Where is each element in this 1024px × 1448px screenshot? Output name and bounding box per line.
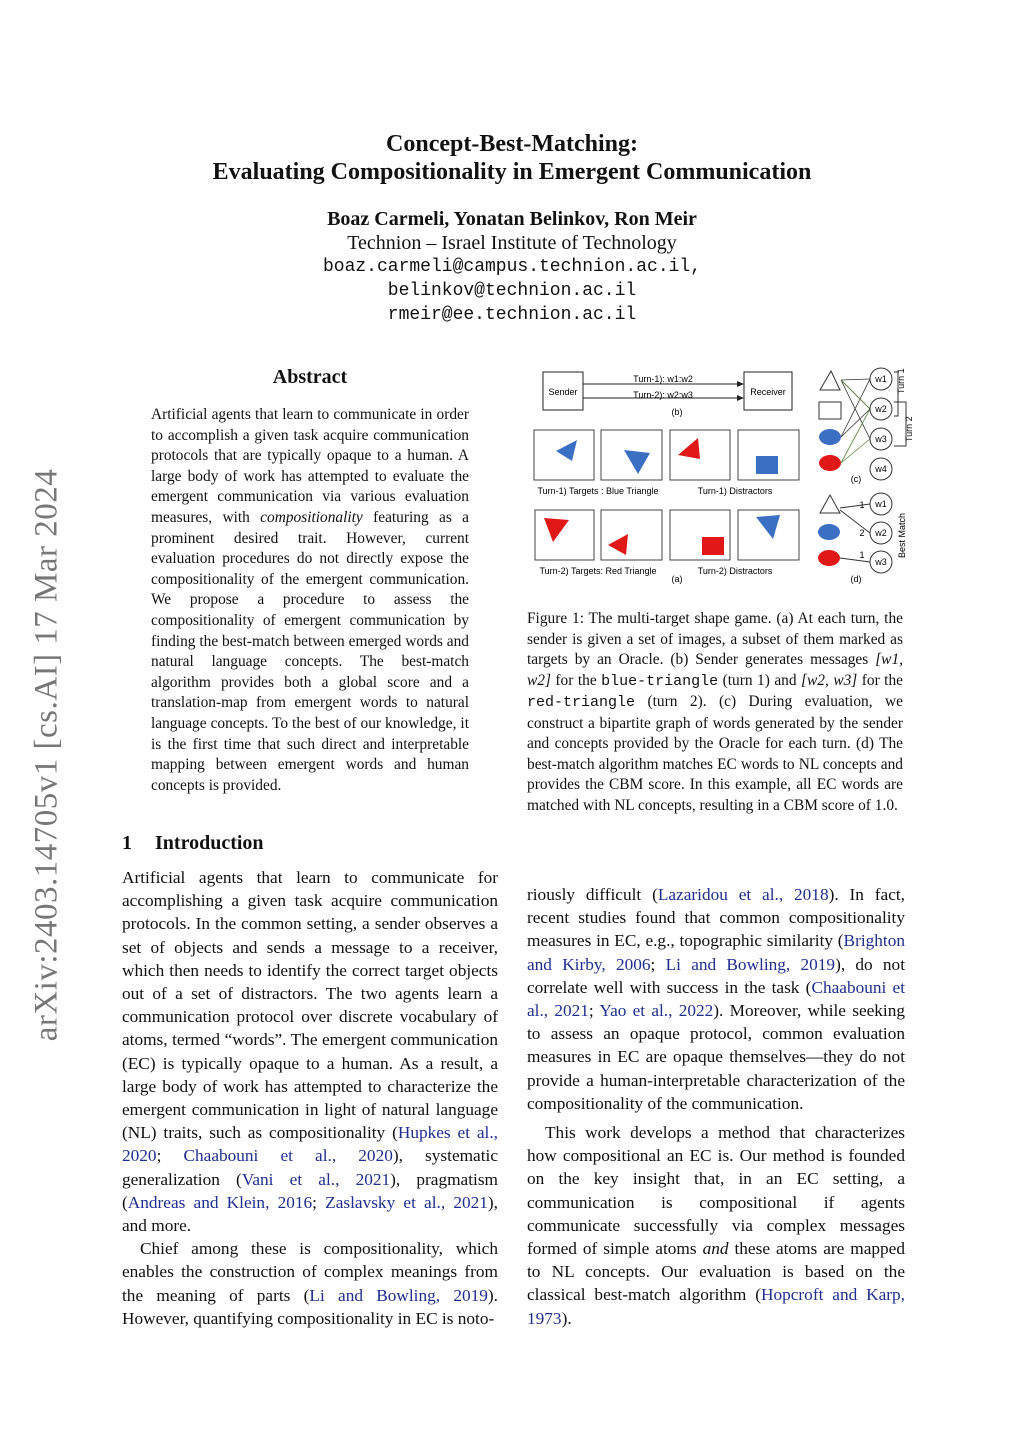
word-label: w2: [875, 528, 887, 538]
citation-link[interactable]: Yao et al., 2022: [599, 1001, 714, 1021]
arxiv-sidebar-stamp: [20, 455, 74, 1055]
turn2-target-image-1: [535, 510, 594, 560]
section-heading-introduction: [122, 832, 264, 855]
concept-triangle-icon: [820, 371, 840, 390]
text: ), and more.: [122, 1192, 498, 1236]
red-square-shape: [702, 537, 724, 555]
label-a: (a): [671, 574, 683, 584]
section-title: Introduction: [155, 832, 264, 854]
code-red-triangle: red-triangle: [527, 694, 636, 711]
text: ;: [312, 1192, 326, 1212]
text: for the: [857, 671, 903, 689]
concept-blue-blob-icon: [818, 524, 840, 540]
blue-square-shape: [756, 456, 778, 474]
arrow-head-icon: [737, 381, 744, 387]
arrow-head-icon: [737, 395, 744, 401]
concept-square-icon: [819, 402, 841, 419]
citation-link[interactable]: Vani et al., 2021: [241, 1169, 391, 1189]
label-c: (c): [850, 474, 862, 484]
graph-edges-turn2: [841, 380, 870, 463]
paper-title: [0, 130, 1024, 186]
turn1-side-label: Turn 1: [896, 368, 906, 394]
abstract-text-2: featuring as a prominent desired trait. However, current evaluation procedures do not directly expose the compositionality of the emergent communication. We propose a procedure to assess the compositionality of emergent communication by finding the best-match between emerged words and natural language concepts. The best-match algorithm provides both a global score and a translation-map from emergent words to natural language concepts. To the best of our knowledge, it is the first time that such direct and interpretable mapping between emergent words and human concepts is provided.: [151, 508, 470, 794]
citation-link[interactable]: Brighton and Kirby, 2006: [527, 931, 905, 974]
intro-paragraph-1: [122, 866, 498, 1237]
citation-link[interactable]: Chaabouni et al., 2020: [183, 1146, 393, 1166]
author-block: [0, 207, 1024, 327]
abstract-heading: Abstract: [272, 366, 348, 388]
intro-paragraph-3: [527, 1121, 905, 1330]
abstract-emphasis: compositionality: [260, 508, 363, 526]
word-label: w1: [875, 374, 887, 384]
title-line-1: Concept-Best-Matching:: [386, 131, 638, 157]
label-b: (b): [671, 407, 683, 417]
arxiv-id: arXiv:2403.14705v1 [cs.AI] 17 Mar 2024: [28, 468, 65, 1042]
turn2-distractors-label: Turn-2) Distractors: [697, 566, 773, 576]
best-match-label: Best Match: [897, 512, 907, 558]
citation-link[interactable]: Li and Bowling, 2019: [665, 954, 836, 974]
code-blue-triangle: blue-triangle: [601, 672, 719, 690]
section-number: 1: [122, 832, 132, 854]
citation-link[interactable]: Hopcroft and Karp, 1973: [527, 1285, 905, 1328]
word-label: w2: [875, 404, 887, 414]
text: (turn 2). (c) During evaluation, we construct a bipartite graph of words generated by the sender and concepts provided by the Oracle for each turn. (d) The best-match algorithm matches EC words to NL concepts and provides the CBM score. In this example, all EC words are matched with NL concepts, resulting in a CBM score of 1.0.: [527, 693, 903, 814]
intro-paragraph-2: [122, 1237, 498, 1330]
text: Artificial agents that learn to communicate for accomplishing a given task acquire communication protocols. In the common setting, a sender observes a set of objects and sends a message to a receiver, which then needs to identify the correct target objects out of a set of distractors. The two agents learn a communication protocol over discrete vocabulary of atoms, termed “words”. The emergent communication (EC) is typically opaque to a human. As a result, a large body of work has attempted to characterize the emergent communication in light of natural language (NL) traits, such as compositionality (: [122, 868, 498, 1143]
text: these atoms are mapped to NL concepts. Our evaluation is based on the classical best-match algorithm (: [527, 1239, 905, 1305]
concept-triangle-icon: [820, 495, 840, 513]
label-d: (d): [850, 574, 862, 584]
citation-link[interactable]: Lazaridou et al., 2018: [657, 885, 829, 904]
turn1-message: Turn-1): w1:w2: [633, 374, 693, 384]
email-3: rmeir@ee.technion.ac.il: [387, 305, 637, 325]
emphasis: and: [702, 1239, 729, 1259]
citation-link[interactable]: Li and Bowling, 2019: [309, 1285, 488, 1305]
affiliation: Technion – Israel Institute of Technology: [347, 232, 677, 254]
title-line-2: Evaluating Compositionality in Emergent Communication: [212, 159, 812, 185]
math-message-1: [w1, w2]: [527, 651, 903, 689]
word-label: w3: [875, 557, 887, 567]
citation-link[interactable]: Andreas and Klein, 2016: [127, 1192, 313, 1212]
turn1-targets-label: Turn-1) Targets : Blue Triangle: [537, 486, 659, 496]
concept-red-blob-icon: [818, 550, 840, 566]
citation-link[interactable]: Zaslavsky et al., 2021: [325, 1192, 488, 1212]
figure-1-caption: [527, 609, 903, 816]
citation-link[interactable]: Chaabouni et al., 2021: [527, 977, 906, 1021]
concept-red-blob-icon: [819, 455, 841, 471]
abstract-body: [151, 405, 469, 796]
word-label: w3: [875, 434, 887, 444]
turn2-message: Turn-2): w2:w3: [633, 390, 693, 400]
abstract-text-1: Artificial agents that learn to communicate in order to accomplish a given task acquire communication protocols that are typically opaque to a human. A large body of work has attempted to evaluate the emergent communication via various evaluation measures, with: [151, 406, 469, 526]
match-count: 2: [859, 528, 865, 538]
text: ), pragmatism (: [122, 1169, 498, 1212]
citation-link[interactable]: Hupkes et al., 2020: [122, 1123, 498, 1166]
figure-1-diagram: [520, 360, 920, 592]
email-2: belinkov@technion.ac.il: [387, 281, 637, 301]
best-match-edges: [840, 504, 870, 562]
word-label: w1: [875, 499, 887, 509]
word-label: w4: [875, 464, 887, 474]
text: Chief among these is compositionality, which enables the construction of complex meanings from the meaning of parts (: [122, 1239, 498, 1305]
math-message-2: [w2, w3]: [801, 671, 858, 689]
intro-paragraph-continued: [527, 883, 905, 1115]
turn2-targets-label: Turn-2) Targets: Red Triangle: [539, 566, 657, 576]
text: ;: [588, 1001, 600, 1021]
receiver-label: Receiver: [750, 387, 786, 397]
match-count: 1: [859, 550, 865, 560]
sender-label: Sender: [548, 387, 578, 397]
text: ;: [650, 954, 666, 974]
text: (turn 1) and: [718, 671, 802, 689]
intro-right-column: [527, 883, 905, 1330]
text: for the: [550, 671, 602, 689]
text: Figure 1: The multi-target shape game. (a) At each turn, the sender is given a set of images, a subset of them marked as targets by an Oracle. (b) Sender generates messages: [527, 610, 903, 668]
text: ), systematic generalization (: [122, 1146, 498, 1189]
text: ). In fact, recent studies found that common compositionality measures in EC, e.g., topographic similarity (: [527, 885, 905, 951]
text: ). Moreover, while seeking to assess an opaque protocol, common evaluation measures in EC are opaque themselves—they do not provide a human-interpretable characterization of the compositionality of the communication.: [527, 1001, 906, 1113]
concept-blue-blob-icon: [819, 429, 841, 445]
graph-edges: [841, 379, 870, 439]
email-1: boaz.carmeli@campus.technion.ac.il,: [322, 257, 702, 277]
intro-left-column: [122, 866, 498, 1330]
author-names: Boaz Carmeli, Yonatan Belinkov, Ron Meir: [327, 208, 697, 230]
text: ), do not correlate well with success in the task (: [527, 954, 905, 997]
text: This work develops a method that characterizes how compositional an EC is. Our method is founded on the key insight that, in an EC setting, a communication is compositional if agents communicate successfully via complex messages formed of simple atoms: [527, 1123, 905, 1259]
text: ;: [156, 1146, 184, 1166]
match-count: 1: [859, 500, 865, 510]
turn2-target-image-2: [601, 510, 662, 560]
text: ).: [561, 1308, 572, 1328]
turn2-side-label: Turn 2: [904, 416, 914, 442]
text: ). However, quantifying compositionality in EC is noto-: [122, 1285, 498, 1328]
text: riously difficult (: [527, 885, 658, 904]
turn1-distractors-label: Turn-1) Distractors: [697, 486, 773, 496]
